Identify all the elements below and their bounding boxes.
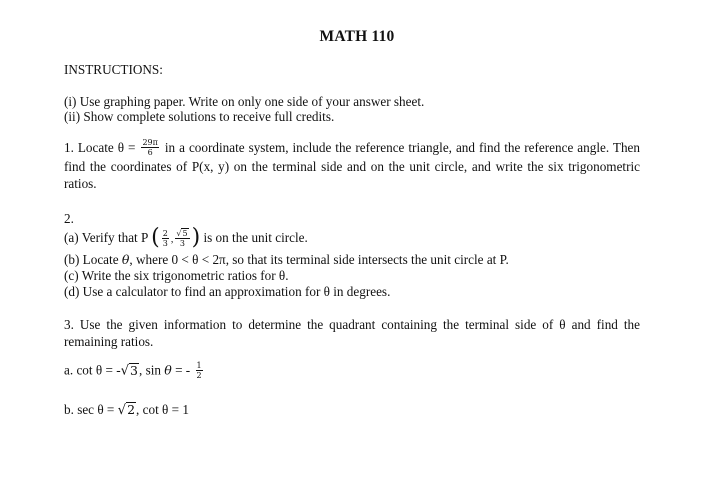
- question-1-text: in a coordinate system, include the reference triangle, and find the reference angle. Then find the coordinates of P(x, y) on the terminal side and on the unit circle, and write the six trigonometric ratios.: [64, 140, 640, 192]
- question-2a: [64, 225, 308, 250]
- question-2c: (c) Write the six trigonometric ratios for θ.: [64, 268, 289, 283]
- question-2b-suffix: , where 0 < θ < 2π, so that its terminal side intersects the unit circle at P.: [129, 252, 509, 267]
- question-3a-prefix: a. cot θ = -: [64, 362, 121, 378]
- question-1: [64, 139, 640, 192]
- point-x-fraction: [162, 229, 169, 248]
- sine-numerator: 1: [196, 361, 202, 370]
- point-x-denominator: 3: [162, 238, 168, 248]
- question-2a-prefix: (a) Verify that P: [64, 230, 152, 246]
- question-3a: [64, 362, 205, 381]
- question-2-number: 2.: [64, 211, 74, 226]
- instruction-item-1: (i) Use graphing paper. Write on only one side of your answer sheet.: [64, 94, 425, 109]
- question-3b-radicand: 2: [127, 402, 136, 417]
- question-2b-prefix: (b) Locate: [64, 252, 122, 267]
- point-y-fraction: [175, 228, 189, 248]
- instructions-heading: INSTRUCTIONS:: [64, 62, 163, 77]
- instruction-item-2: (ii) Show complete solutions to receive full credits.: [64, 109, 335, 124]
- question-2a-suffix: is on the unit circle.: [200, 230, 308, 246]
- point-y-radicand: 5: [182, 229, 188, 238]
- question-2b: [64, 252, 509, 268]
- point-x-numerator: 2: [162, 228, 168, 238]
- sine-fraction: [196, 361, 203, 380]
- comma: ,: [170, 234, 174, 246]
- right-paren: ): [191, 225, 201, 250]
- angle-fraction: [141, 138, 158, 157]
- point-y-numerator: [175, 228, 189, 239]
- angle-denominator: 6: [147, 148, 153, 158]
- question-3a-mid: , sin: [138, 362, 165, 378]
- point-y-denominator: 3: [179, 239, 185, 248]
- question-1-prefix: 1. Locate θ =: [64, 140, 140, 155]
- question-3a-eq: = -: [171, 362, 194, 378]
- question-3: 3. Use the given information to determine the quadrant containing the terminal side of θ and find the remaining ratios.: [64, 317, 640, 349]
- question-3b: [64, 402, 189, 418]
- sqrt-symbol: √: [176, 229, 182, 238]
- question-3b-suffix: , cot θ = 1: [136, 402, 189, 417]
- sqrt-symbol: √: [117, 403, 127, 418]
- sqrt-symbol: √: [120, 363, 130, 379]
- question-3b-prefix: b. sec θ =: [64, 402, 118, 417]
- theta-symbol: θ: [164, 362, 172, 378]
- left-paren: (: [151, 225, 160, 250]
- sine-denominator: 2: [196, 371, 202, 380]
- theta-symbol: θ: [121, 252, 130, 267]
- angle-numerator: 29π: [142, 138, 158, 148]
- question-2d: (d) Use a calculator to find an approximation for θ in degrees.: [64, 284, 391, 299]
- question-3a-radicand: 3: [130, 362, 138, 378]
- page-title: MATH 110: [319, 28, 395, 45]
